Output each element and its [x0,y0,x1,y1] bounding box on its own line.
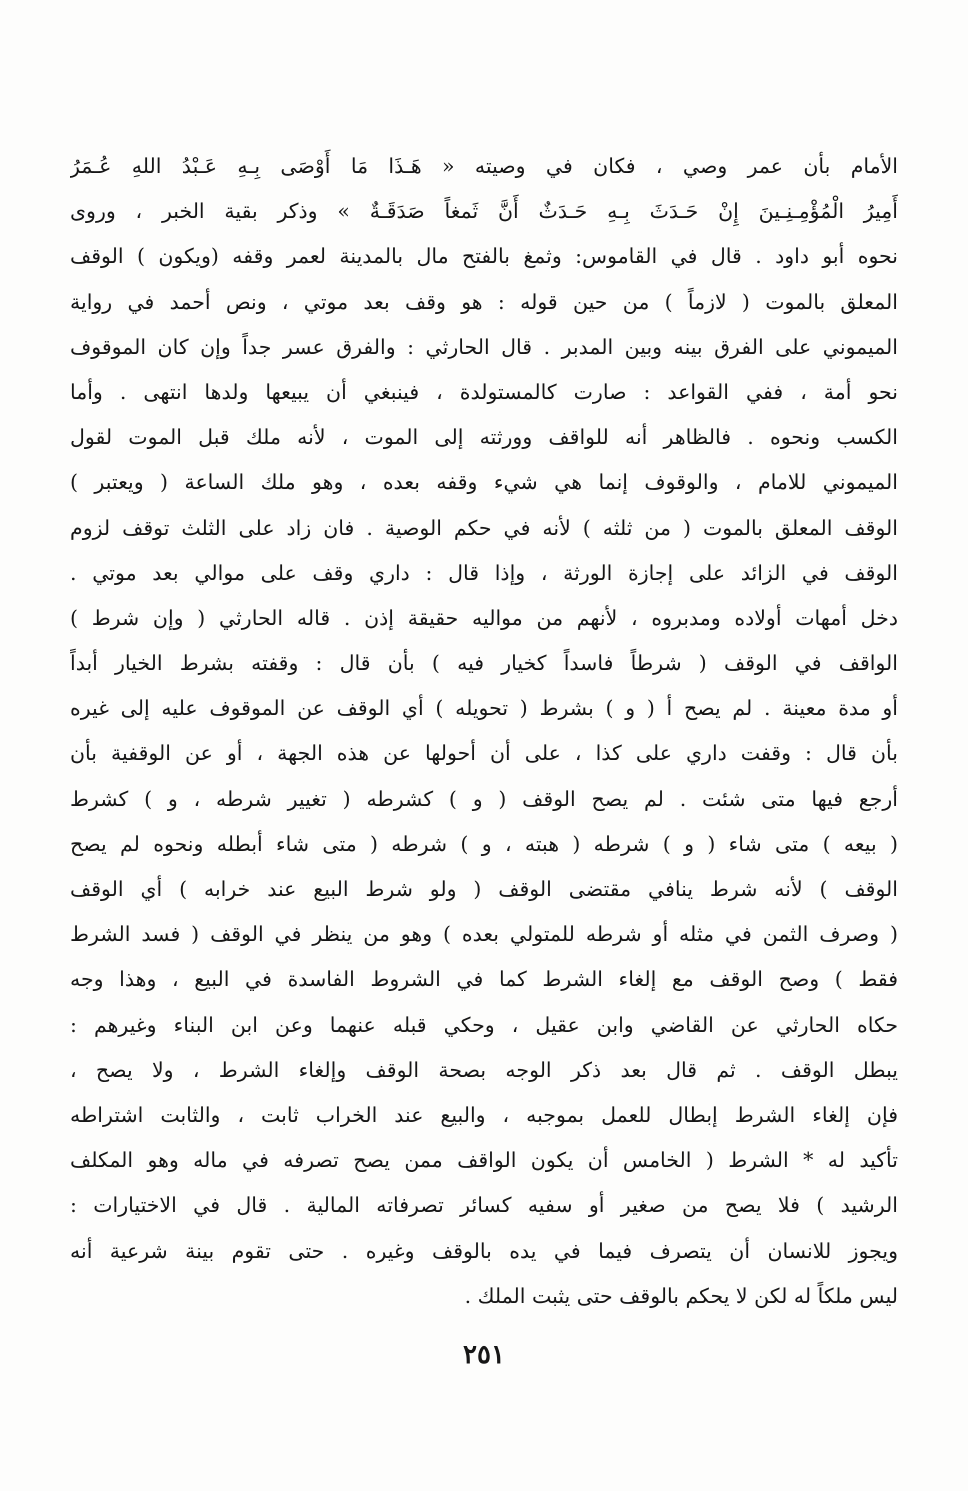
page-number: ٢٥١ [463,1340,505,1370]
text-line: نحوه أبو داود . قال في القاموس: وثمغ بالفتح مال بالمدينة لعمر وقفه (ويكون ) الوقف [70,244,898,269]
text-line: بأن قال : وقفت داري على كذا ، على أن أحولها عن هذه الجهة ، أو عن الوقفية بأن [70,741,898,766]
text-line: أَمِيرُ الْمُؤْمِـنِـينَ إِنْ حَـدَثَ بِـهِ حَـدَثٌ أَنَّ ثَمغاً صَدَقَـةٌ » وذكر بقية الخبر ، وروى [70,199,898,224]
text-line: الميموني على الفرق بينه وبين المدبر . قال الحارثي : والفرق عسر جداً وإن كان الموقوف [70,334,898,359]
text-line: الوقف في الزائد على إجازة الورثة ، وإذا قال : داري وقف على موالي بعد موتي . [70,560,898,585]
text-line: الأمام بأن عمر وصي ، فكان في وصيته « هَـذَا مَا أَوْصَى بِـهِ عَـبْدُ اللهِ عُـمَرُ [70,154,898,178]
text-line: حكاه الحارثي عن القاضي وابن عقيل ، وحكي قبله عنهما وعن ابن البناء وغيرهم : [70,1012,898,1037]
text-line: المعلق بالموت ( لازماً ) من حين قوله : هو وقف بعد موتي ، ونص أحمد في رواية [70,289,898,314]
text-line: الرشيد ) فلا يصح من صغير أو سفيه كسائر تصرفاته المالية . قال في الاختيارات : [70,1193,898,1218]
text-line: أرجع فيها متى شئت . لم يصح الوقف ( و ) كشرطه ( تغيير شرطه ، و ) كشرط [70,786,898,811]
text-line: يبطل الوقف . ثم قال بعد ذكر الوجه بصحة الوقف وإلغاء الشرط ، ولا يصح ، [70,1057,898,1082]
text-line: نحو أمة ، ففي القواعد : صارت كالمستولدة ، فينبغي أن يبيعها ولدها انتهى . وأما [70,379,898,404]
text-line: ويجوز للانسان أن يتصرف فيما في يده بالوقف وغيره . حتى تقوم بينة شرعية أنه [70,1238,898,1263]
text-line: أو مدة معينة . لم يصح أ ( و ) بشرط ( تحويله ) أي الوقف عن الموقوف عليه إلى غيره [70,696,898,721]
text-line: الوقف ) لأنه شرط ينافي مقتضى الوقف ( ولو شرط البيع عند خرابه ) أي الوقف [70,877,898,901]
text-line: ( وصرف الثمن في مثله أو شرطه للمتولي بعده ) وهو من ينظر في الوقف ( فسد الشرط [70,922,898,947]
text-line: الكسب ونحوه . فالظاهر أنه للواقف وورثته إلى الموت ، لأنه ملك قبل الموت لقول [70,425,898,450]
text-line: فقط ) وصح الوقف مع إلغاء الشرط كما في الشروط الفاسدة في البيع ، وهذا وجه [70,967,898,992]
text-line: ( بيعه ) متى شاء ( و ) شرطه ( هبته ، و ) شرطه ( متى شاء أبطله ونحوه لم يصح [70,831,898,856]
text-line: فإن إلغاء الشرط إبطال للعمل بموجبه ، والبيع عند الخراب ثابت ، والثابت اشتراطه [70,1102,898,1127]
text-line: تأكيد له * الشرط ( الخامس أن يكون الواقف ممن يصح تصرفه في ماله وهو المكلف [70,1148,898,1173]
text-line: الميموني للامام ، والوقوف إنما هي شيء وقفه بعده ، وهو ملك الساعة ( ويعتبر ) [70,470,898,495]
body-text [70,144,898,1319]
text-line: الواقف في الوقف ( شرطاً فاسداً كخيار فيه ) بأن قال : وقفته بشرط الخيار أبداً [70,651,898,676]
text-line: دخل أمهات أولاده ومدبروه ، لأنهم من مواليه حقيقة إذن . قاله الحارثي ( وإن شرط ) [70,605,898,630]
text-line: ليس ملكاً له لكن لا يحكم بالوقف حتى يثبت الملك . [464,1283,898,1308]
text-line: الوقف المعلق بالموت ( من ثلثه ) لأنه في حكم الوصية . فان زاد على الثلث توقف لزوم [70,515,898,540]
